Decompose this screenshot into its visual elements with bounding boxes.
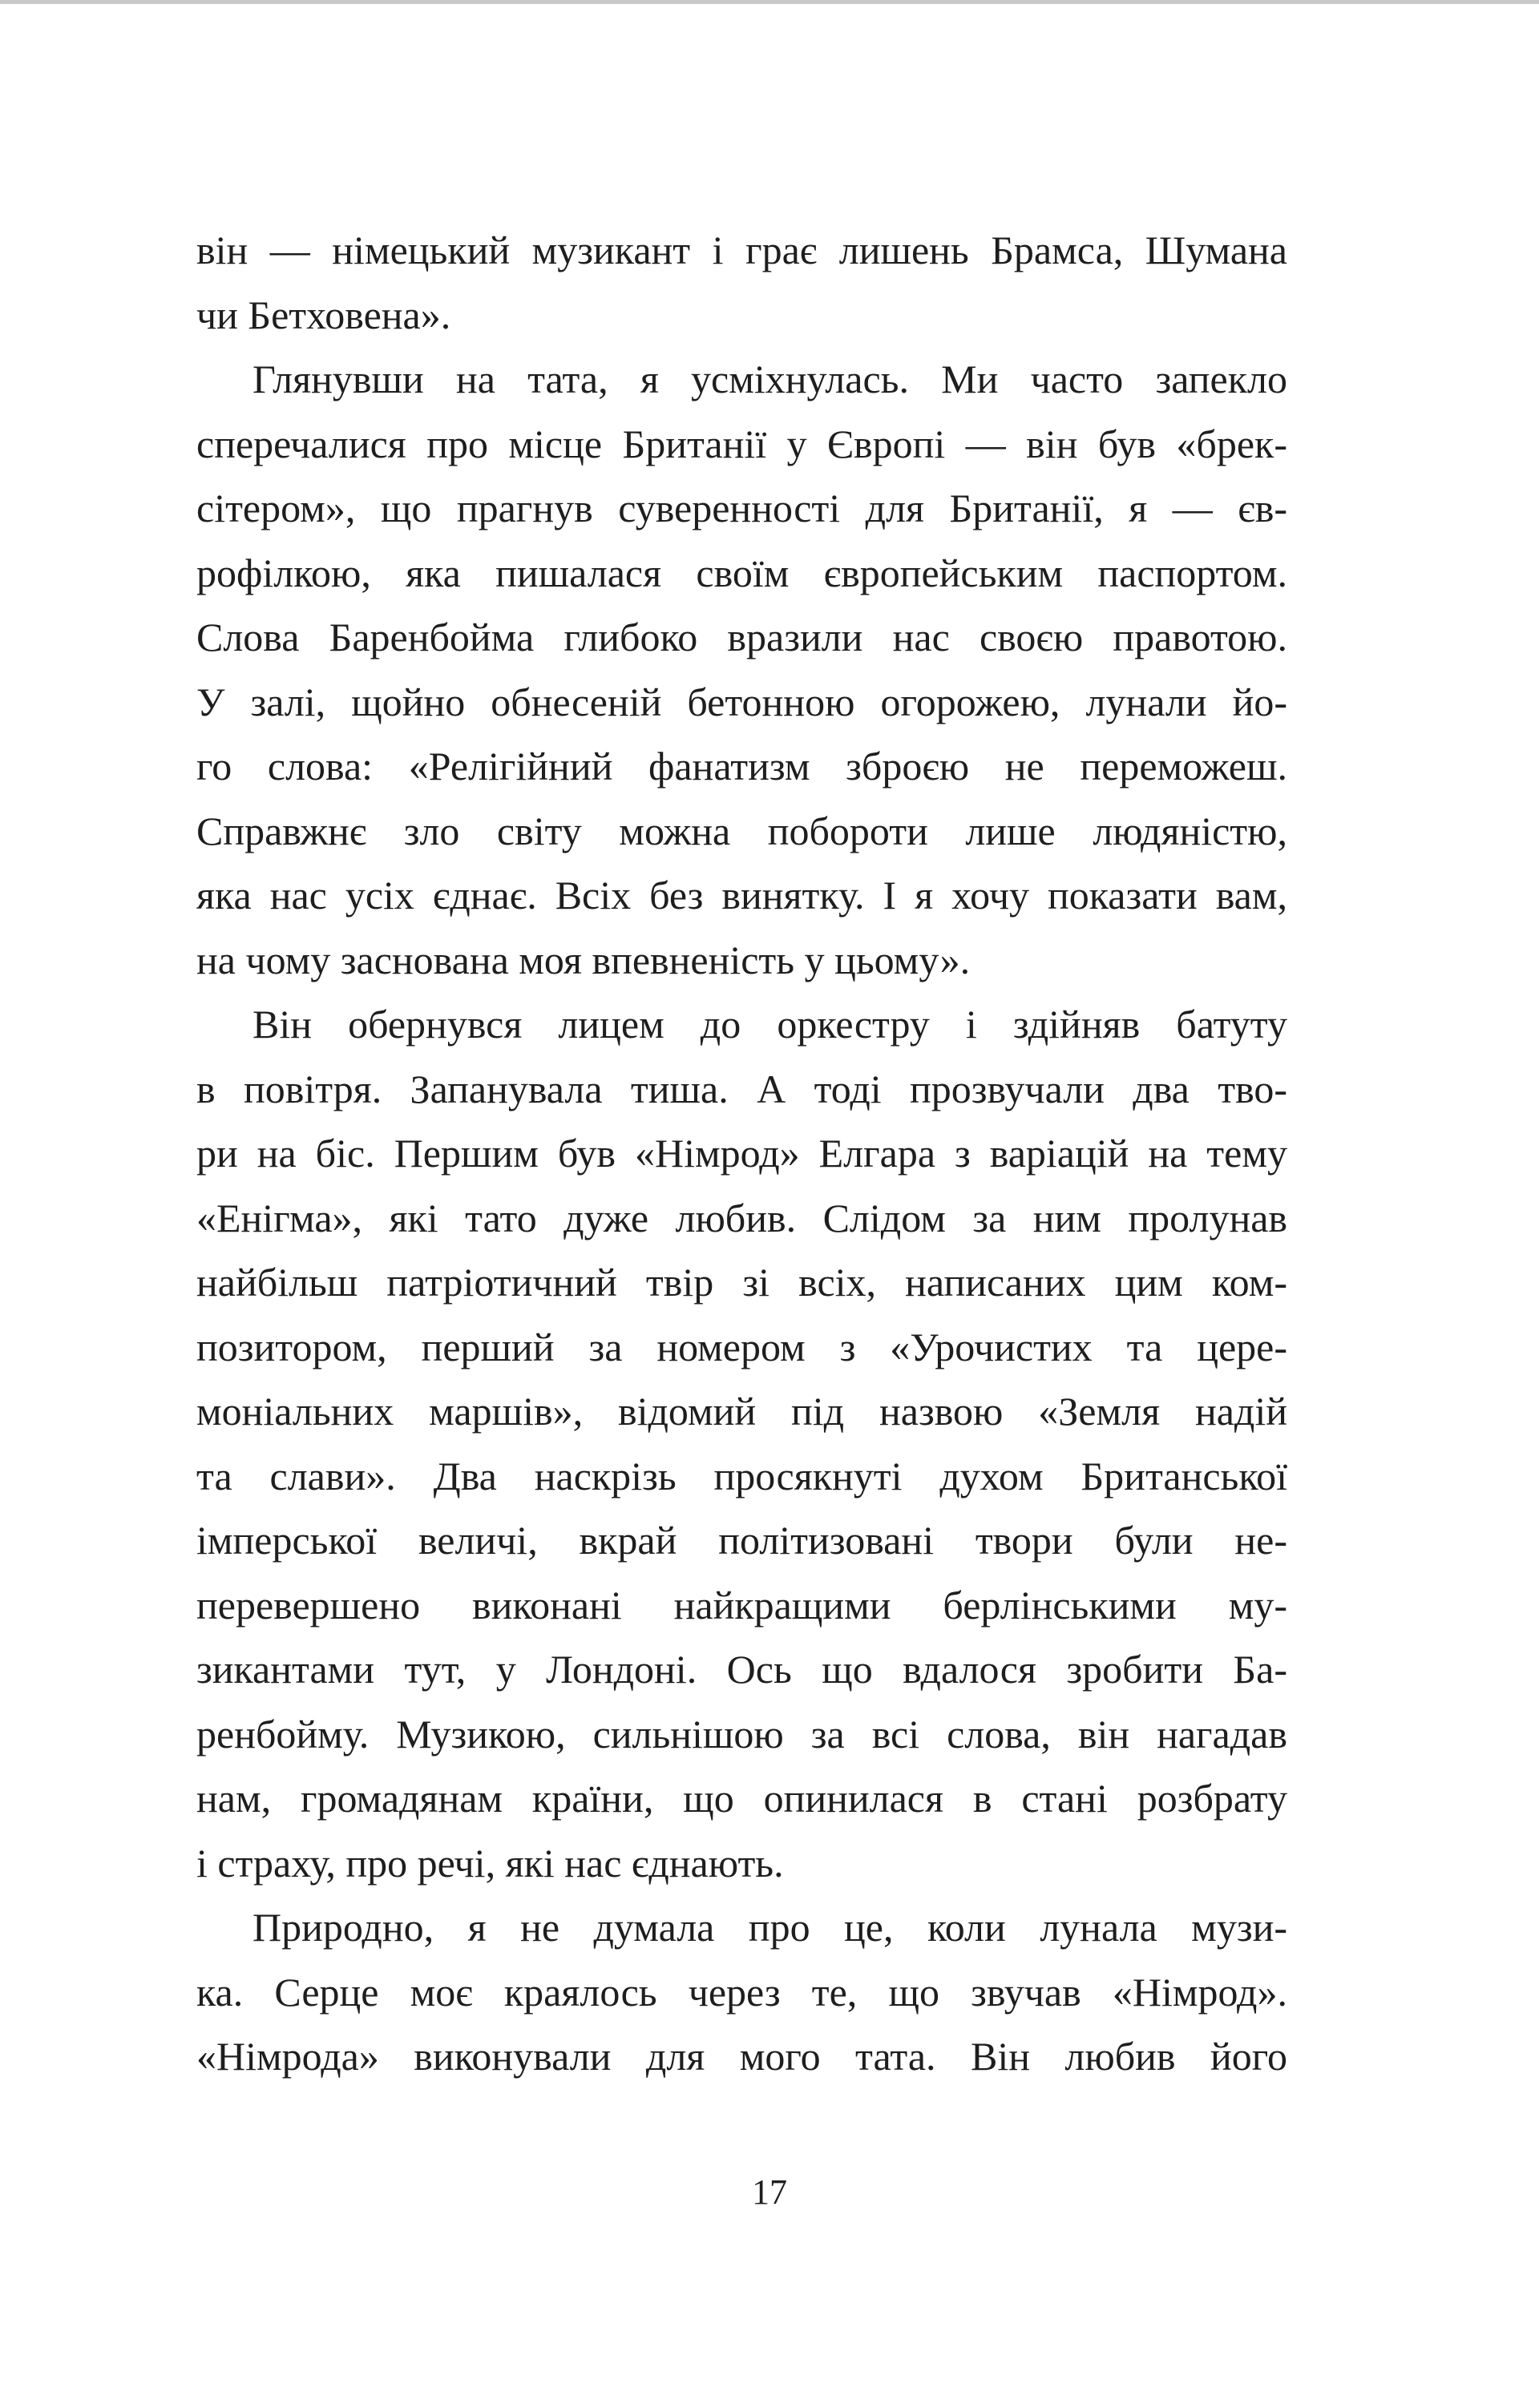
- text-line: рофілкою, яка пишалася своїм європейським паспортом.: [196, 550, 1287, 595]
- text-line: го слова: «Релігійний фанатизм зброєю не переможеш.: [196, 744, 1287, 789]
- text-line: Він обернувся лицем до оркестру і здійняв батуту: [252, 1002, 1287, 1047]
- text-line: Природно, я не думала про це, коли лунала музи-: [252, 1905, 1287, 1950]
- text-line: і страху, про речі, які нас єднають.: [196, 1840, 784, 1886]
- text-line: сітером», що прагнув суверенності для Британії, я — єв-: [196, 486, 1287, 530]
- text-line: найбільш патріотичний твір зі всіх, написаних цим ком-: [196, 1260, 1287, 1305]
- text-line: «Німрода» виконували для мого тата. Він любив його: [196, 2034, 1287, 2079]
- text-line: та слави». Два наскрізь просякнуті духом Британської: [196, 1453, 1287, 1498]
- text-line: моніальних маршів», відомий під назвою «Земля надій: [196, 1389, 1287, 1434]
- text-line: імперської величі, вкрай політизовані твори були не-: [196, 1518, 1287, 1563]
- text-line: ка. Серце моє краялось через те, що звучав «Німрод».: [196, 1969, 1287, 2015]
- body-text: [196, 218, 1287, 2089]
- text-line: сперечалися про місце Британії у Європі — він був «брек-: [196, 421, 1287, 466]
- text-line: Справжнє зло світу можна побороти лише людяністю,: [196, 808, 1287, 853]
- text-line: яка нас усіх єднає. Всіх без винятку. І я хочу показати вам,: [196, 873, 1287, 918]
- text-line: в повітря. Запанувала тиша. А тоді прозвучали два тво-: [196, 1066, 1287, 1111]
- text-line: він — німецький музикант і грає лишень Брамса, Шумана: [196, 228, 1287, 272]
- text-line: ренбойму. Музикою, сильнішою за всі слова, він нагадав: [196, 1711, 1287, 1757]
- text-line: на чому заснована моя впевненість у цьому».: [196, 937, 971, 982]
- text-line: перевершено виконані найкращими берлінськими му-: [196, 1582, 1287, 1628]
- page-number: 17: [752, 2172, 787, 2212]
- text-line: «Енігма», які тато дуже любив. Слідом за ним пролунав: [196, 1195, 1287, 1240]
- text-line: чи Бетховена».: [196, 292, 451, 337]
- text-line: позитором, перший за номером з «Урочистих та цере-: [196, 1324, 1287, 1369]
- text-line: ри на біс. Першим був «Німрод» Елгара з варіацій на тему: [196, 1131, 1287, 1176]
- text-line: нам, громадянам країни, що опинилася в стані розбрату: [196, 1776, 1287, 1821]
- text-line: зикантами тут, у Лондоні. Ось що вдалося зробити Ба-: [196, 1647, 1287, 1692]
- text-line: У залі, щойно обнесеній бетонною огорожею, лунали йо-: [196, 679, 1287, 724]
- text-line: Глянувши на тата, я усміхнулась. Ми часто запекло: [252, 357, 1287, 401]
- text-line: Слова Баренбойма глибоко вразили нас своєю правотою.: [196, 615, 1287, 659]
- top-border: [0, 0, 1539, 4]
